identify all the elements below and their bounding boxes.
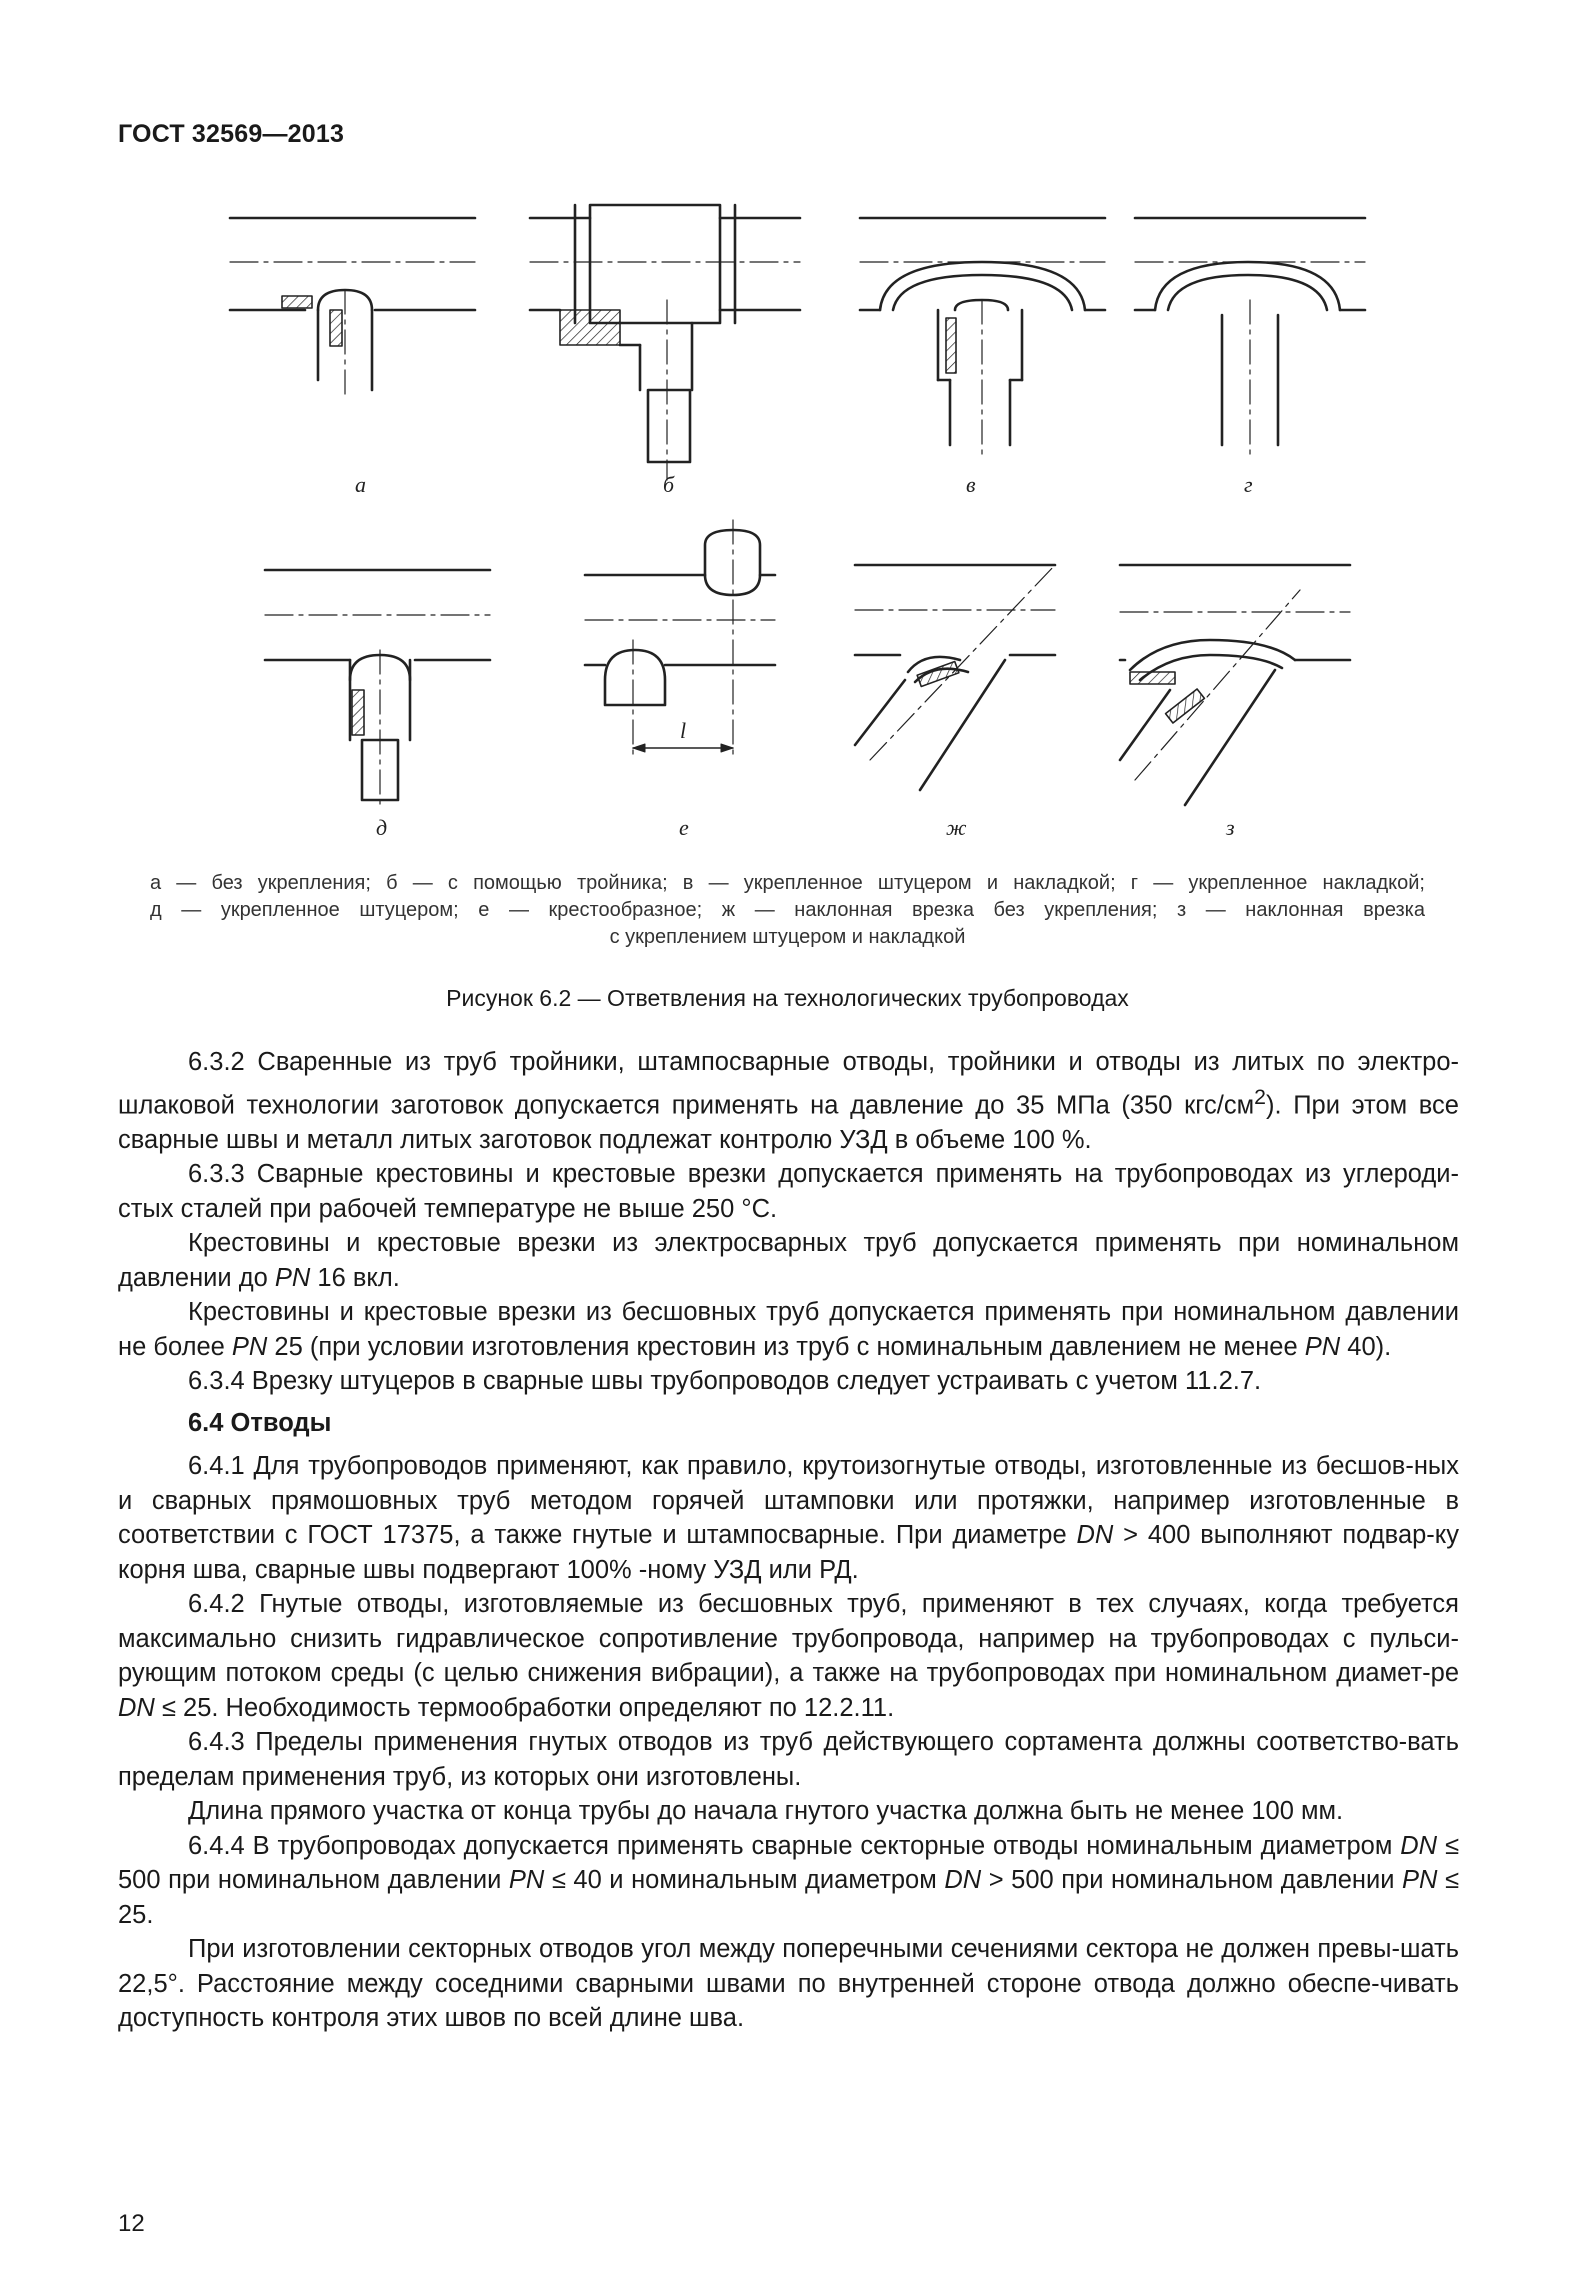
label-v: в	[966, 472, 976, 497]
paragraph-6-4-3-b: Длина прямого участка от конца трубы до начала гнутого участка должна быть не менее 100 мм.	[188, 1797, 1344, 1825]
branch-g-diagram	[1135, 218, 1365, 455]
paragraph-6-3-3-b: Крестовины и крестовые врезки из электросварных труб допускается применять при номинальном давлении до PN 16 вкл.	[118, 1229, 1459, 1292]
figure-caption: Рисунок 6.2 — Ответвления на технологических трубопроводах	[446, 985, 1129, 1011]
branch-zh-diagram	[855, 565, 1055, 790]
branch-b-diagram	[530, 205, 800, 480]
label-e: е	[679, 815, 689, 840]
page-number: 12	[118, 2210, 145, 2237]
main-text	[118, 1045, 1459, 2036]
paragraph-6-3-3: 6.3.3 Сварные крестовины и крестовые врезки допускается применять на трубопроводах из углероди-стых сталей при рабочей температуре не выше 250 °С.	[118, 1160, 1459, 1223]
paragraph-6-4-4-b: При изготовлении секторных отводов угол между поперечными сечениями сектора не должен превы-шать 22,5°. Расстояние между соседними сварными швами по внутренней стороне отвода должно обеспе-чивать доступность контроля этих швов по всей длине шва.	[118, 1935, 1459, 2032]
document-header: ГОСТ 32569—2013	[118, 120, 345, 148]
figure-6-2-branches	[0, 0, 1575, 860]
paragraph-6-4-1: 6.4.1 Для трубопроводов применяют, как правило, крутоизогнутые отводы, изготовленные из бесшов-ных и сварных прямошовных труб методом горячей штамповки или протяжки, например изготовленные в соответствии с ГОСТ 17375, а также гнутые и штампосварные. При диаметре DN > 400 выполняют подвар-ку корня шва, сварные швы подвергают 100% -ному УЗД или РД.	[118, 1452, 1459, 1584]
branch-a-diagram	[230, 218, 475, 400]
legend-line-2: д — укрепленное штуцером; е — крестообразное; ж — наклонная врезка без укрепления; з — наклонная врезка	[150, 899, 1425, 921]
paragraph-6-4-2: 6.4.2 Гнутые отводы, изготовляемые из бесшовных труб, применяют в тех случаях, когда требуется максимально снизить гидравлическое сопротивление трубопровода, например на трубопроводах с пульси-рующим потоком среды (с целью снижения вибрации), а также на трубопроводах при номинальном диамет-ре DN ≤ 25. Необходимость термообработки определяют по 12.2.11.	[118, 1590, 1459, 1722]
dimension-l-label: l	[680, 718, 687, 743]
paragraph-6-3-2: 6.3.2 Сваренные из труб тройники, штампосварные отводы, тройники и отводы из литых по электро-шлаковой технологии заготовок допускается применять на давление до 35 МПа (350 кгс/$см^2$). При этом все сварные швы и металл литых заготовок подлежат контролю УЗД в объеме 100 %.	[118, 1048, 1459, 1154]
legend-line-1: а — без укрепления; б — с помощью тройника; в — укрепленное штуцером и накладкой; г — укрепленное накладкой;	[150, 872, 1425, 894]
paragraph-6-3-3-c: Крестовины и крестовые врезки из бесшовных труб допускается применять при номинальном давлении не более PN 25 (при условии изготовления крестовин из труб с номинальным давлением не менее PN 40).	[118, 1298, 1459, 1361]
paragraph-6-4-4: 6.4.4 В трубопроводах допускается применять сварные секторные отводы номинальным диаметром DN ≤ 500 при номинальном давлении PN ≤ 40 и номинальным диаметром DN > 500 при номинальном давлении PN ≤ 25.	[118, 1831, 1460, 1929]
label-z: з	[1226, 815, 1235, 840]
label-g: г	[1244, 472, 1253, 497]
label-b: б	[663, 472, 675, 497]
legend-line-3: с укреплением штуцером и накладкой	[609, 926, 966, 948]
figure-legend	[150, 870, 1425, 951]
label-zh: ж	[946, 815, 967, 840]
paragraph-6-4-3: 6.4.3 Пределы применения гнутых отводов из труб действующего сортамента должны соответство-вать пределам применения труб, из которых они изготовлены.	[118, 1728, 1459, 1791]
label-d: д	[376, 815, 388, 840]
paragraph-6-3-4: 6.3.4 Врезку штуцеров в сварные швы трубопроводов следует устраивать с учетом 11.2.7.	[188, 1367, 1262, 1395]
label-a: а	[355, 472, 366, 497]
branch-d-diagram	[265, 570, 490, 810]
branch-z-diagram	[1120, 565, 1350, 805]
section-heading-6-4: 6.4 Отводы	[188, 1408, 332, 1437]
branch-v-diagram	[860, 218, 1105, 455]
